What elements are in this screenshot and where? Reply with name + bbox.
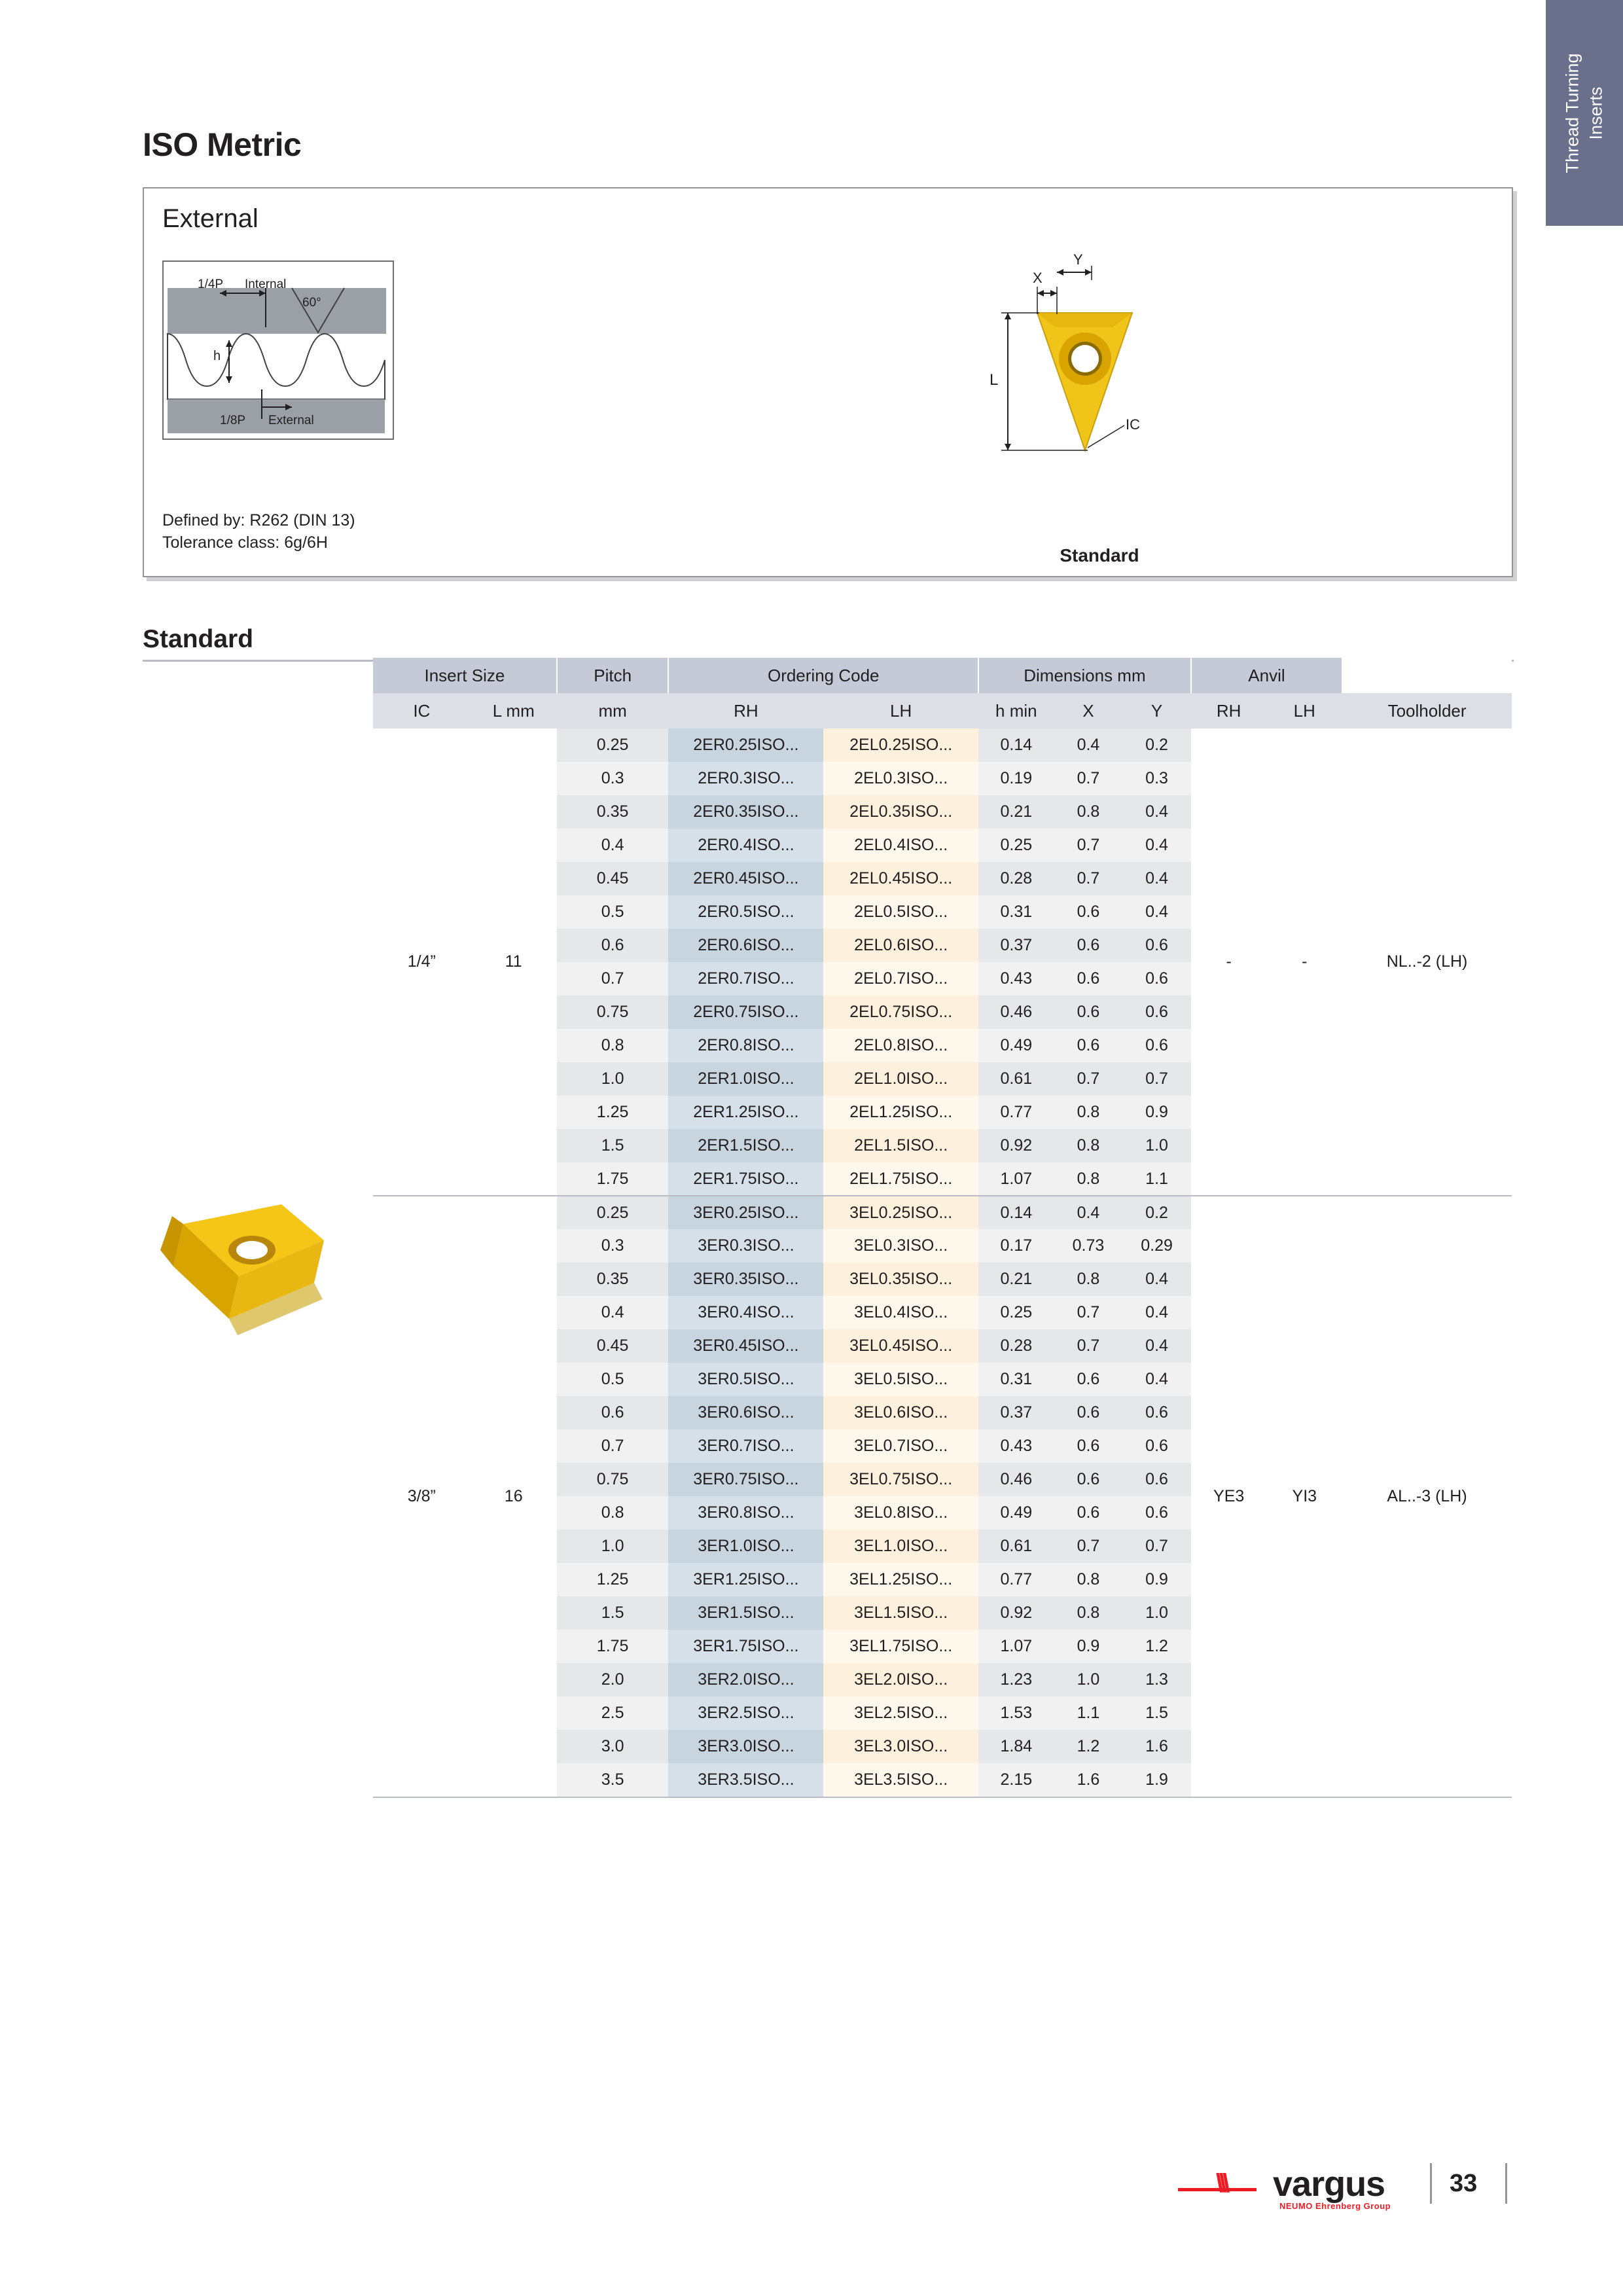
cell-ordering-code-rh: 3ER0.3ISO... xyxy=(668,1229,823,1263)
cell-x: 0.6 xyxy=(1054,1363,1123,1396)
vargus-logo-text: vargus xyxy=(1273,2164,1385,2204)
cell-x: 0.7 xyxy=(1054,1296,1123,1329)
cell-x: 0.7 xyxy=(1054,1062,1123,1096)
svg-text:L: L xyxy=(990,371,999,389)
cell-x: 0.7 xyxy=(1054,862,1123,895)
cell-ordering-code-lh: 3EL3.0ISO... xyxy=(823,1730,978,1763)
group-header-insert-size: Insert Size xyxy=(373,658,557,693)
table-group-header-row xyxy=(373,658,1512,693)
cell-pitch: 1.25 xyxy=(557,1563,669,1596)
table-row xyxy=(373,728,1512,762)
cell-anvil-lh: YI3 xyxy=(1266,1196,1342,1797)
cell-h-min: 0.46 xyxy=(978,996,1054,1029)
label-angle: 60° xyxy=(302,296,321,310)
cell-h-min: 1.07 xyxy=(978,1630,1054,1663)
cell-ordering-code-lh: 2EL1.75ISO... xyxy=(823,1162,978,1196)
cell-y: 0.29 xyxy=(1122,1229,1191,1263)
cell-pitch: 1.75 xyxy=(557,1630,669,1663)
table-bottom-divider xyxy=(373,1797,1512,1798)
cell-ordering-code-lh: 3EL0.8ISO... xyxy=(823,1496,978,1530)
col-toolholder: Toolholder xyxy=(1342,693,1512,728)
cell-h-min: 0.31 xyxy=(978,895,1054,929)
cell-ordering-code-rh: 2ER1.25ISO... xyxy=(668,1096,823,1129)
cell-h-min: 0.77 xyxy=(978,1096,1054,1129)
external-panel xyxy=(143,187,1513,577)
cell-y: 0.6 xyxy=(1122,929,1191,962)
cell-ordering-code-lh: 2EL0.45ISO... xyxy=(823,862,978,895)
cell-ordering-code-lh: 3EL0.75ISO... xyxy=(823,1463,978,1496)
svg-text:IC: IC xyxy=(1126,416,1140,433)
cell-x: 0.7 xyxy=(1054,1530,1123,1563)
col-anvil-rh: RH xyxy=(1191,693,1267,728)
cell-ordering-code-rh: 2ER1.5ISO... xyxy=(668,1129,823,1162)
cell-y: 1.6 xyxy=(1122,1730,1191,1763)
cell-ordering-code-rh: 3ER0.25ISO... xyxy=(668,1196,823,1229)
cell-ordering-code-lh: 3EL0.6ISO... xyxy=(823,1396,978,1429)
cell-ordering-code-rh: 2ER0.8ISO... xyxy=(668,1029,823,1062)
label-external: External xyxy=(268,414,314,427)
cell-ordering-code-lh: 2EL0.7ISO... xyxy=(823,962,978,996)
cell-h-min: 0.17 xyxy=(978,1229,1054,1263)
cell-pitch: 0.3 xyxy=(557,762,669,795)
cell-ordering-code-rh: 3ER0.35ISO... xyxy=(668,1263,823,1296)
cell-x: 1.6 xyxy=(1054,1763,1123,1797)
insert-diagram-caption: Standard xyxy=(1060,545,1139,565)
svg-text:X: X xyxy=(1033,270,1043,286)
table-row xyxy=(373,1196,1512,1229)
cell-y: 0.6 xyxy=(1122,1029,1191,1062)
cell-y: 0.6 xyxy=(1122,1496,1191,1530)
cell-ordering-code-rh: 3ER2.5ISO... xyxy=(668,1696,823,1730)
cell-pitch: 0.6 xyxy=(557,929,669,962)
label-internal: Internal xyxy=(245,278,287,291)
cell-pitch: 1.25 xyxy=(557,1096,669,1129)
cell-h-min: 0.28 xyxy=(978,1329,1054,1363)
cell-y: 0.2 xyxy=(1122,728,1191,762)
cell-ordering-code-lh: 3EL1.75ISO... xyxy=(823,1630,978,1663)
cell-ordering-code-lh: 3EL0.35ISO... xyxy=(823,1263,978,1296)
cell-y: 1.0 xyxy=(1122,1596,1191,1630)
label-eighth-p: 1/8P xyxy=(220,414,246,427)
group-header-anvil: Anvil xyxy=(1191,658,1342,693)
insert-dimension-diagram xyxy=(916,254,1270,529)
cell-pitch: 0.75 xyxy=(557,996,669,1029)
cell-y: 0.6 xyxy=(1122,962,1191,996)
cell-x: 0.8 xyxy=(1054,1596,1123,1630)
cell-y: 0.3 xyxy=(1122,762,1191,795)
cell-toolholder: AL..-3 (LH) xyxy=(1342,1196,1512,1797)
cell-x: 0.8 xyxy=(1054,1096,1123,1129)
thread-profile-diagram xyxy=(162,260,394,440)
cell-y: 0.6 xyxy=(1122,1396,1191,1429)
cell-h-min: 0.19 xyxy=(978,762,1054,795)
group-header-pitch: Pitch xyxy=(557,658,669,693)
col-h-min: h min xyxy=(978,693,1054,728)
cell-ordering-code-rh: 2ER0.6ISO... xyxy=(668,929,823,962)
cell-ordering-code-lh: 2EL0.5ISO... xyxy=(823,895,978,929)
cell-pitch: 0.5 xyxy=(557,1363,669,1396)
cell-x: 1.1 xyxy=(1054,1696,1123,1730)
cell-ordering-code-rh: 3ER0.8ISO... xyxy=(668,1496,823,1530)
cell-y: 0.4 xyxy=(1122,862,1191,895)
cell-x: 0.7 xyxy=(1054,762,1123,795)
section-title-standard: Standard xyxy=(143,625,254,653)
cell-ordering-code-rh: 2ER1.75ISO... xyxy=(668,1162,823,1196)
cell-h-min: 0.14 xyxy=(978,728,1054,762)
cell-ordering-code-rh: 3ER0.5ISO... xyxy=(668,1363,823,1396)
cell-y: 0.4 xyxy=(1122,1263,1191,1296)
col-l-mm: L mm xyxy=(471,693,557,728)
cell-x: 0.8 xyxy=(1054,795,1123,829)
cell-ordering-code-rh: 2ER1.0ISO... xyxy=(668,1062,823,1096)
cell-ordering-code-lh: 2EL1.0ISO... xyxy=(823,1062,978,1096)
cell-pitch: 3.0 xyxy=(557,1730,669,1763)
cell-ordering-code-rh: 3ER0.4ISO... xyxy=(668,1296,823,1329)
col-y: Y xyxy=(1122,693,1191,728)
cell-h-min: 2.15 xyxy=(978,1763,1054,1797)
cell-pitch: 2.0 xyxy=(557,1663,669,1696)
cell-x: 0.6 xyxy=(1054,1029,1123,1062)
cell-ordering-code-lh: 2EL0.75ISO... xyxy=(823,996,978,1029)
cell-pitch: 0.7 xyxy=(557,1429,669,1463)
cell-h-min: 0.77 xyxy=(978,1563,1054,1596)
cell-ordering-code-rh: 3ER0.7ISO... xyxy=(668,1429,823,1463)
external-panel-title: External xyxy=(162,204,259,233)
cell-ordering-code-lh: 2EL1.5ISO... xyxy=(823,1129,978,1162)
cell-y: 0.6 xyxy=(1122,1463,1191,1496)
cell-ordering-code-rh: 3ER3.5ISO... xyxy=(668,1763,823,1797)
cell-ordering-code-lh: 2EL0.25ISO... xyxy=(823,728,978,762)
side-tab-line2: Inserts xyxy=(1586,86,1607,140)
cell-ordering-code-lh: 2EL0.4ISO... xyxy=(823,829,978,862)
cell-y: 1.3 xyxy=(1122,1663,1191,1696)
cell-x: 0.6 xyxy=(1054,1396,1123,1429)
insert-product-image xyxy=(160,1178,337,1342)
cell-ordering-code-rh: 3ER3.0ISO... xyxy=(668,1730,823,1763)
cell-x: 0.8 xyxy=(1054,1263,1123,1296)
cell-h-min: 0.61 xyxy=(978,1530,1054,1563)
cell-y: 0.4 xyxy=(1122,1296,1191,1329)
cell-ordering-code-lh: 2EL0.3ISO... xyxy=(823,762,978,795)
col-x: X xyxy=(1054,693,1123,728)
cell-ordering-code-lh: 3EL2.0ISO... xyxy=(823,1663,978,1696)
cell-h-min: 0.61 xyxy=(978,1062,1054,1096)
cell-h-min: 1.07 xyxy=(978,1162,1054,1196)
cell-pitch: 2.5 xyxy=(557,1696,669,1730)
cell-h-min: 0.46 xyxy=(978,1463,1054,1496)
cell-ordering-code-rh: 3ER0.45ISO... xyxy=(668,1329,823,1363)
cell-ordering-code-rh: 3ER1.25ISO... xyxy=(668,1563,823,1596)
page-number: 33 xyxy=(1450,2170,1478,2197)
cell-y: 1.5 xyxy=(1122,1696,1191,1730)
cell-pitch: 0.35 xyxy=(557,795,669,829)
cell-pitch: 0.7 xyxy=(557,962,669,996)
label-h: h xyxy=(213,349,221,363)
cell-pitch: 0.3 xyxy=(557,1229,669,1263)
cell-pitch: 1.5 xyxy=(557,1596,669,1630)
col-pitch-mm: mm xyxy=(557,693,669,728)
cell-y: 0.2 xyxy=(1122,1196,1191,1229)
group-header-ordering-code: Ordering Code xyxy=(668,658,978,693)
cell-x: 0.8 xyxy=(1054,1563,1123,1596)
cell-ordering-code-lh: 3EL0.45ISO... xyxy=(823,1329,978,1363)
cell-x: 0.7 xyxy=(1054,1329,1123,1363)
cell-x: 0.4 xyxy=(1054,728,1123,762)
cell-pitch: 0.4 xyxy=(557,1296,669,1329)
cell-h-min: 0.43 xyxy=(978,962,1054,996)
page-title: ISO Metric xyxy=(143,126,302,163)
cell-x: 0.8 xyxy=(1054,1162,1123,1196)
group-header-blank xyxy=(1342,658,1512,693)
cell-y: 0.4 xyxy=(1122,795,1191,829)
cell-ordering-code-rh: 2ER0.45ISO... xyxy=(668,862,823,895)
cell-h-min: 0.49 xyxy=(978,1029,1054,1062)
cell-h-min: 0.92 xyxy=(978,1129,1054,1162)
cell-x: 1.0 xyxy=(1054,1663,1123,1696)
cell-pitch: 0.35 xyxy=(557,1263,669,1296)
cell-ordering-code-rh: 2ER0.4ISO... xyxy=(668,829,823,862)
cell-y: 1.2 xyxy=(1122,1630,1191,1663)
cell-anvil-rh: YE3 xyxy=(1191,1196,1267,1797)
cell-pitch: 0.25 xyxy=(557,728,669,762)
cell-pitch: 3.5 xyxy=(557,1763,669,1797)
cell-pitch: 1.75 xyxy=(557,1162,669,1196)
vargus-logo-subtext: NEUMO Ehrenberg Group xyxy=(1279,2201,1391,2211)
cell-h-min: 0.31 xyxy=(978,1363,1054,1396)
cell-pitch: 0.6 xyxy=(557,1396,669,1429)
side-tab-thread-turning-inserts xyxy=(1546,0,1623,226)
cell-ordering-code-lh: 3EL0.7ISO... xyxy=(823,1429,978,1463)
cell-y: 0.4 xyxy=(1122,895,1191,929)
vargus-logo-mark: \\\ xyxy=(1216,2169,1226,2198)
cell-h-min: 0.49 xyxy=(978,1496,1054,1530)
cell-ordering-code-lh: 3EL2.5ISO... xyxy=(823,1696,978,1730)
cell-pitch: 0.45 xyxy=(557,1329,669,1363)
cell-h-min: 0.92 xyxy=(978,1596,1054,1630)
cell-ordering-code-lh: 3EL3.5ISO... xyxy=(823,1763,978,1797)
cell-ordering-code-rh: 3ER0.75ISO... xyxy=(668,1463,823,1496)
cell-h-min: 1.23 xyxy=(978,1663,1054,1696)
cell-x: 0.6 xyxy=(1054,1429,1123,1463)
cell-ordering-code-lh: 2EL1.25ISO... xyxy=(823,1096,978,1129)
cell-ordering-code-rh: 2ER0.25ISO... xyxy=(668,728,823,762)
cell-y: 1.0 xyxy=(1122,1129,1191,1162)
cell-h-min: 1.84 xyxy=(978,1730,1054,1763)
cell-anvil-rh: - xyxy=(1191,728,1267,1196)
cell-ordering-code-lh: 3EL0.3ISO... xyxy=(823,1229,978,1263)
cell-anvil-lh: - xyxy=(1266,728,1342,1196)
page-number-divider-left xyxy=(1430,2163,1432,2204)
cell-x: 0.73 xyxy=(1054,1229,1123,1263)
cell-y: 0.6 xyxy=(1122,996,1191,1029)
cell-x: 1.2 xyxy=(1054,1730,1123,1763)
cell-ordering-code-rh: 3ER2.0ISO... xyxy=(668,1663,823,1696)
cell-h-min: 0.25 xyxy=(978,829,1054,862)
col-anvil-lh: LH xyxy=(1266,693,1342,728)
svg-text:Y: Y xyxy=(1073,254,1083,268)
cell-ordering-code-lh: 3EL0.5ISO... xyxy=(823,1363,978,1396)
cell-h-min: 0.25 xyxy=(978,1296,1054,1329)
cell-pitch: 1.0 xyxy=(557,1062,669,1096)
cell-y: 0.7 xyxy=(1122,1062,1191,1096)
cell-y: 0.9 xyxy=(1122,1096,1191,1129)
page-number-divider-right xyxy=(1505,2163,1507,2204)
cell-h-min: 0.21 xyxy=(978,795,1054,829)
cell-x: 0.7 xyxy=(1054,829,1123,862)
cell-pitch: 0.8 xyxy=(557,1496,669,1530)
cell-ordering-code-lh: 3EL1.5ISO... xyxy=(823,1596,978,1630)
standard-insert-table xyxy=(373,658,1512,1797)
cell-x: 0.6 xyxy=(1054,1463,1123,1496)
external-panel-notes xyxy=(162,509,355,554)
cell-insert-size-l: 16 xyxy=(471,1196,557,1797)
cell-insert-size-ic: 1/4” xyxy=(373,728,471,1196)
cell-ordering-code-lh: 2EL0.6ISO... xyxy=(823,929,978,962)
table-column-header-row xyxy=(373,693,1512,728)
cell-y: 1.9 xyxy=(1122,1763,1191,1797)
cell-y: 0.4 xyxy=(1122,829,1191,862)
cell-ordering-code-rh: 2ER0.5ISO... xyxy=(668,895,823,929)
cell-y: 0.9 xyxy=(1122,1563,1191,1596)
cell-y: 0.7 xyxy=(1122,1530,1191,1563)
cell-toolholder: NL..-2 (LH) xyxy=(1342,728,1512,1196)
cell-ordering-code-lh: 2EL0.35ISO... xyxy=(823,795,978,829)
cell-pitch: 0.8 xyxy=(557,1029,669,1062)
label-quarter-p: 1/4P xyxy=(198,278,224,291)
cell-pitch: 0.75 xyxy=(557,1463,669,1496)
cell-ordering-code-lh: 2EL0.8ISO... xyxy=(823,1029,978,1062)
cell-h-min: 0.43 xyxy=(978,1429,1054,1463)
cell-pitch: 0.45 xyxy=(557,862,669,895)
tolerance-class-text: Tolerance class: 6g/6H xyxy=(162,533,328,552)
cell-ordering-code-lh: 3EL0.4ISO... xyxy=(823,1296,978,1329)
cell-ordering-code-rh: 2ER0.75ISO... xyxy=(668,996,823,1029)
cell-h-min: 0.28 xyxy=(978,862,1054,895)
cell-h-min: 1.53 xyxy=(978,1696,1054,1730)
cell-x: 0.6 xyxy=(1054,996,1123,1029)
cell-pitch: 1.5 xyxy=(557,1129,669,1162)
defined-by-text: Defined by: R262 (DIN 13) xyxy=(162,511,355,529)
cell-ordering-code-rh: 3ER1.75ISO... xyxy=(668,1630,823,1663)
cell-ordering-code-lh: 3EL0.25ISO... xyxy=(823,1196,978,1229)
cell-x: 0.6 xyxy=(1054,895,1123,929)
col-lh: LH xyxy=(823,693,978,728)
group-header-dimensions: Dimensions mm xyxy=(978,658,1191,693)
cell-insert-size-ic: 3/8” xyxy=(373,1196,471,1797)
cell-ordering-code-rh: 3ER1.5ISO... xyxy=(668,1596,823,1630)
cell-pitch: 0.25 xyxy=(557,1196,669,1229)
cell-pitch: 0.5 xyxy=(557,895,669,929)
table-body xyxy=(373,728,1512,1797)
cell-ordering-code-rh: 2ER0.35ISO... xyxy=(668,795,823,829)
cell-x: 0.6 xyxy=(1054,962,1123,996)
cell-ordering-code-rh: 3ER1.0ISO... xyxy=(668,1530,823,1563)
cell-ordering-code-rh: 2ER0.3ISO... xyxy=(668,762,823,795)
col-ic: IC xyxy=(373,693,471,728)
cell-pitch: 0.4 xyxy=(557,829,669,862)
cell-insert-size-l: 11 xyxy=(471,728,557,1196)
cell-pitch: 1.0 xyxy=(557,1530,669,1563)
side-tab-line1: Thread Turning xyxy=(1563,52,1583,173)
cell-x: 0.9 xyxy=(1054,1630,1123,1663)
cell-h-min: 0.14 xyxy=(978,1196,1054,1229)
cell-ordering-code-rh: 2ER0.7ISO... xyxy=(668,962,823,996)
col-rh: RH xyxy=(668,693,823,728)
cell-x: 0.6 xyxy=(1054,929,1123,962)
cell-x: 0.8 xyxy=(1054,1129,1123,1162)
cell-ordering-code-lh: 3EL1.25ISO... xyxy=(823,1563,978,1596)
cell-y: 1.1 xyxy=(1122,1162,1191,1196)
cell-y: 0.4 xyxy=(1122,1329,1191,1363)
cell-y: 0.6 xyxy=(1122,1429,1191,1463)
cell-h-min: 0.37 xyxy=(978,929,1054,962)
cell-y: 0.4 xyxy=(1122,1363,1191,1396)
cell-ordering-code-rh: 3ER0.6ISO... xyxy=(668,1396,823,1429)
cell-x: 0.6 xyxy=(1054,1496,1123,1530)
cell-ordering-code-lh: 3EL1.0ISO... xyxy=(823,1530,978,1563)
cell-h-min: 0.21 xyxy=(978,1263,1054,1296)
cell-x: 0.4 xyxy=(1054,1196,1123,1229)
cell-h-min: 0.37 xyxy=(978,1396,1054,1429)
